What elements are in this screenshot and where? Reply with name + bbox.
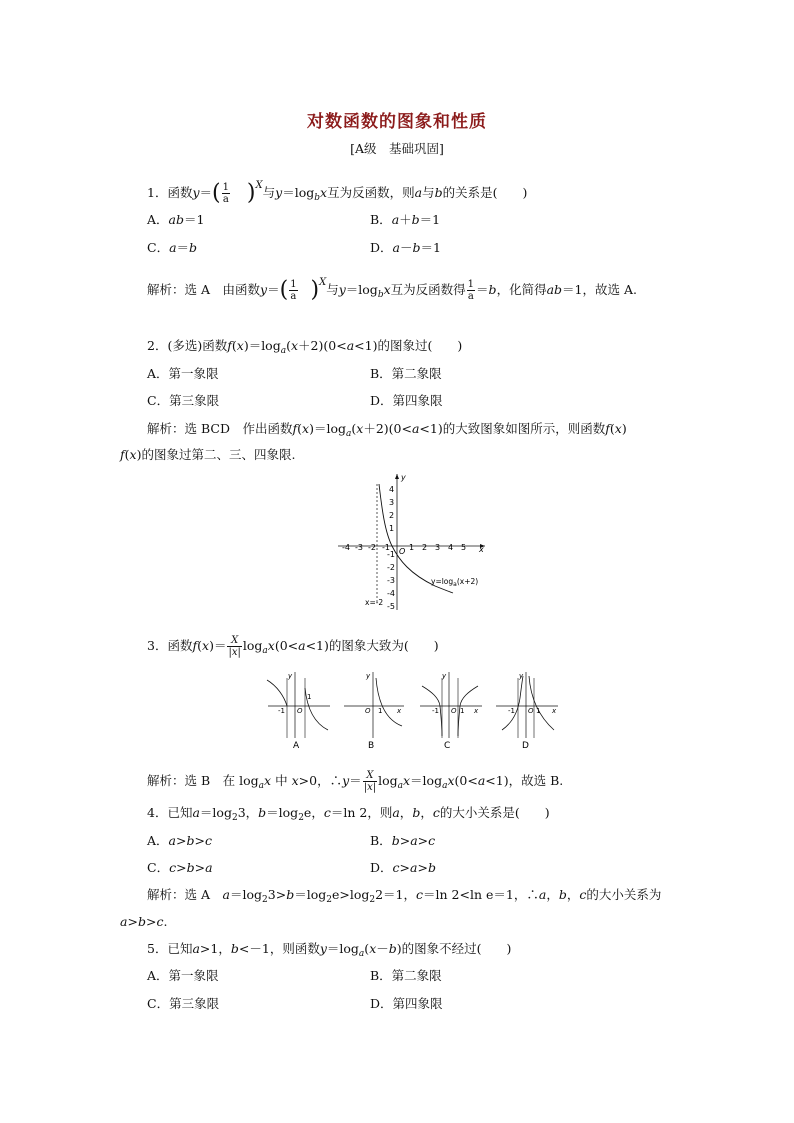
q3-graph-d [496,672,558,738]
q4-option-a: A．a>b>c [147,833,212,848]
y-tick: -4 [387,589,395,598]
q3-stem: 3．函数f(x)＝ $\frac{X}{|x|}$ $\log_ax(0<a<1)$的图象大致为( ) [147,635,439,658]
q5-option-b: B．第二象限 [370,968,442,983]
svg-text:O: O [451,707,457,715]
svg-text:-1: -1 [278,707,285,715]
x-tick: -3 [355,543,363,552]
q5-stem: 5．已知a>1，b<－1，则函数$y=\log_a(x-b)$的图象不经过( ) [147,941,512,959]
x-tick: 2 [422,543,428,552]
q2-stem: 2．(多选)函数$f(x)=\log_a(x+2)(0<a<1)$的图象过( ) [147,338,463,356]
y-tick: -5 [387,602,395,611]
asymptote-label: x=-2 [365,598,384,607]
q1-option-b: B．a＋b＝1 [370,212,441,227]
curve-label: $y=\log_a(x+2)$ [431,577,479,588]
svg-text:1: 1 [536,707,541,715]
x-tick: 3 [435,543,441,552]
q1-option-a: A．ab＝1 [147,212,205,227]
svg-text:O: O [365,707,371,715]
q5-option-c: C．第三象限 [147,996,220,1011]
q4-analysis-line2: a>b>c. [120,914,168,929]
y-axis-label: y [401,473,406,482]
q4-option-c: C．c>b>a [147,860,213,875]
q1-option-d: D．a－b＝1 [370,240,441,255]
q3-analysis: 解析：选 B 在 $\log_ax$ 中 x>0，∴y＝ $\frac{X}{|x|}$ $\log_ax=\log_ax(0<a<1)$，故选 B. [147,770,564,793]
x-tick: O [399,547,406,556]
x-tick: -1 [382,543,390,552]
svg-text:y: y [442,672,447,680]
svg-text:-1: -1 [508,707,515,715]
x-axis-label: x [479,545,484,554]
q3-graph-b [344,672,404,738]
x-tick: 1 [409,543,415,552]
q5-option-a: A．第一象限 [147,968,219,983]
y-tick: 2 [389,511,395,520]
svg-text:O: O [528,707,534,715]
q3-label-b: B [368,741,375,750]
q2-option-d: D．第四象限 [370,393,443,408]
svg-text:x: x [397,707,402,715]
svg-text:1: 1 [307,693,312,701]
q1-analysis: 解析：选 A 由函数y＝( $\frac{1}{a}$ )$^X$与$y=\log_bx$互为反函数得 $\frac{1}{a}$ ＝b，化简得ab＝1，故选 A. [147,277,637,303]
svg-text:1: 1 [460,707,465,715]
level-heading: [A级 基础巩固] [350,141,444,156]
q4-option-b: B．b>a>c [370,833,436,848]
q2-graph [335,470,490,615]
x-tick: 4 [448,543,454,552]
q1-frac: $\frac{1}{a}$ [222,182,230,205]
q3-graph-a [267,672,330,738]
svg-text:x: x [474,707,479,715]
svg-text:x: x [552,707,557,715]
svg-text:1: 1 [378,707,383,715]
q1-stem: 1．函数y＝( $\frac{1}{a}$ )$^X$与$y=\log_bx$互为反函数，则a与b的关系是( ) [147,180,528,206]
q2-analysis-line2: f(x)的图象过第二、三、四象限. [120,447,296,462]
svg-text:O: O [297,707,303,715]
q2-analysis: 解析：选 BCD 作出函数$f(x)=\log_a(x+2)(0<a<1)$的大致图象如图所示，则函数f(x) [147,421,627,439]
q1-option-c: C．a＝b [147,240,198,255]
svg-text:y: y [288,672,293,680]
q3-label-d: D [522,741,529,750]
q2-option-b: B．第二象限 [370,366,442,381]
q4-analysis: 解析：选 A $a=\log_23>b=\log_2e>\log_22=1$，c＝ln 2<ln e＝1，∴a，b，c的大小关系为 [147,887,662,905]
q5-option-d: D．第四象限 [370,996,443,1011]
x-tick: -2 [368,543,376,552]
q4-option-d: D．c>a>b [370,860,436,875]
q3-label-c: C [444,741,451,750]
y-tick: -2 [387,563,395,572]
y-tick: -1 [387,550,395,559]
q2-option-c: C．第三象限 [147,393,220,408]
page-title: 对数函数的图象和性质 [307,112,487,132]
q3-graph-c [420,672,482,738]
svg-text:-1: -1 [432,707,439,715]
y-tick: 4 [389,485,395,494]
q3-label-a: A [293,741,300,750]
q4-stem: 4．已知$a=\log_23$，$b=\log_2e$，c＝ln 2，则a，b，c的大小关系是( ) [147,805,550,823]
x-tick: -4 [342,543,350,552]
x-tick: 5 [461,543,467,552]
q3-options-graphs [262,668,562,750]
y-tick: 3 [389,498,395,507]
svg-text:y: y [519,672,524,680]
q2-option-a: A．第一象限 [147,366,219,381]
y-tick: 1 [389,524,395,533]
svg-text:y: y [366,672,371,680]
y-tick: -3 [387,576,395,585]
